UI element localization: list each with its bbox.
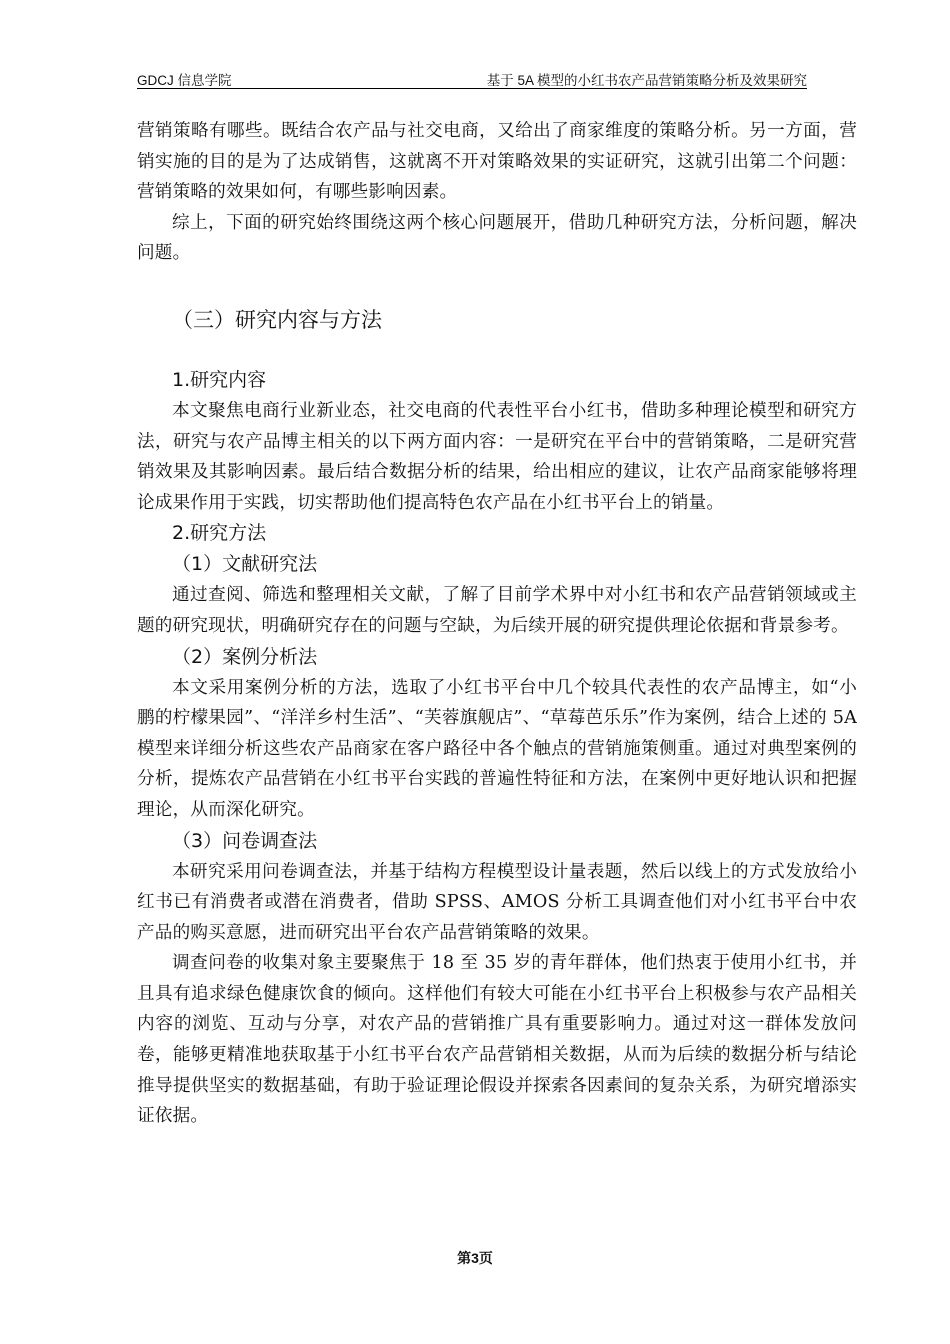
header-thesis-title: 基于 5A 模型的小红书农产品营销策略分析及效果研究 xyxy=(486,73,807,88)
method-heading-case-study: （2）案例分析法 xyxy=(172,645,318,668)
research-content-paragraph: 本文聚焦电商行业新业态，社交电商的代表性平台小红书，借助多种理论模型和研究方法，研究与农产品博主相关的以下两方面内容：一是研究在平台中的营销策略，二是研究营销效果及其影响因素。最后结合数据分析的结果，给出相应的建议，让农产品商家能够将理论成果作用于实践，切实帮助他们提高特色农产品在小红书平台上的销量。 xyxy=(137,400,857,513)
page-content xyxy=(137,116,857,1132)
method-questionnaire-paragraph-1: 本研究采用问卷调查法，并基于结构方程模型设计量表题，然后以线上的方式发放给小红书已有消费者或潜在消费者，借助 SPSS、AMOS 分析工具调查他们对小红书平台中农产品的购买意愿，进而研究出平台农产品营销策略的效果。 xyxy=(137,861,857,943)
subsection-heading-research-methods: 2.研究方法 xyxy=(172,522,267,545)
method-case-study-paragraph: 本文采用案例分析的方法，选取了小红书平台中几个较具代表性的农产品博主，如“小鹏的柠檬果园”、“洋洋乡村生活”、“芙蓉旗舰店”、“草莓芭乐乐”作为案例，结合上述的 5A 模型来详细分析这些农产品商家在客户路径中各个触点的营销施策侧重。通过对典型案例的分析，提炼农产品营销在小红书平台实践的普遍性特征和方法，在案例中更好地认识和把握理论，从而深化研究。 xyxy=(137,677,857,820)
method-heading-questionnaire: （3）问卷调查法 xyxy=(172,829,318,852)
method-heading-literature: （1）文献研究法 xyxy=(172,553,318,576)
header-institution: GDCJ 信息学院 xyxy=(137,73,232,88)
subsection-heading-research-content: 1.研究内容 xyxy=(172,368,267,391)
intro-paragraph-2: 综上，下面的研究始终围绕这两个核心问题展开，借助几种研究方法，分析问题，解决问题。 xyxy=(137,212,857,264)
page-number: 第3页 xyxy=(457,1250,493,1266)
method-literature-paragraph: 通过查阅、筛选和整理相关文献，了解了目前学术界中对小红书和农产品营销领域或主题的研究现状，明确研究存在的问题与空缺，为后续开展的研究提供理论依据和背景参考。 xyxy=(137,585,857,636)
method-questionnaire-paragraph-2: 调查问卷的收集对象主要聚焦于 18 至 35 岁的青年群体，他们热衷于使用小红书，并且具有追求绿色健康饮食的倾向。这样他们有较大可能在小红书平台上积极参与农产品相关内容的浏览、互动与分享，对农产品的营销推广具有重要影响力。通过对这一群体发放问卷，能够更精准地获取基于小红书平台农产品营销相关数据，从而为后续的数据分析与结论推导提供坚实的数据基础，有助于验证理论假设并探索各因素间的复杂关系，为研究增添实证依据。 xyxy=(137,953,857,1127)
section-heading-research-content-methods: （三）研究内容与方法 xyxy=(172,307,382,332)
page-header xyxy=(137,66,807,89)
intro-paragraph-1: 营销策略有哪些。既结合农产品与社交电商，又给出了商家维度的策略分析。另一方面，营销实施的目的是为了达成销售，这就离不开对策略效果的实证研究，这就引出第二个问题：营销策略的效果如何，有哪些影响因素。 xyxy=(137,121,857,203)
